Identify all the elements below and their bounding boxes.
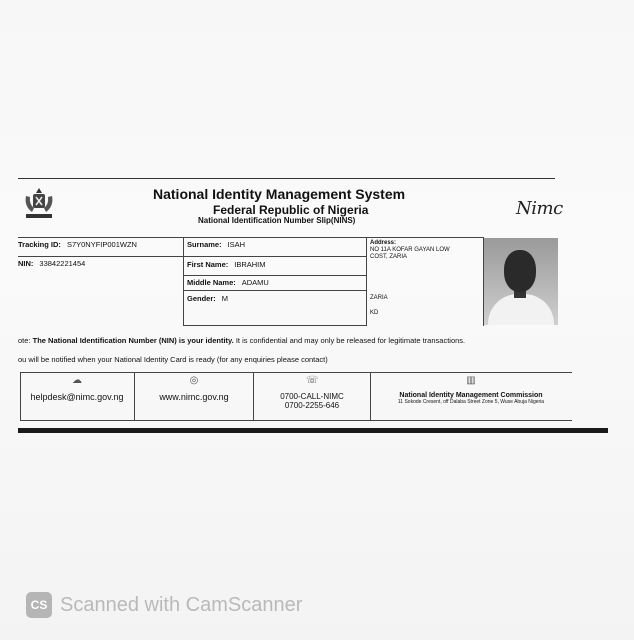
gender-value: M (221, 294, 229, 303)
address-state: KD (370, 310, 379, 316)
surname-row (187, 240, 245, 249)
details-grid (18, 237, 560, 327)
tracking-id-label: Tracking ID: (18, 240, 61, 249)
bottom-divider (18, 428, 608, 433)
globe-icon: ◎ (189, 375, 199, 386)
tracking-id-value: S7Y0NYFIP001WZN (66, 240, 137, 249)
commission-name: National Identity Management Commission (399, 392, 543, 399)
phone-number-1: 0700-CALL-NIMC (280, 392, 344, 401)
middle-name-value: ADAMU (241, 278, 269, 287)
nin-value: 33842221454 (39, 259, 86, 268)
helpdesk-email[interactable]: helpdesk@nimc.gov.ng (30, 392, 124, 402)
website-link[interactable]: www.nimc.gov.ng (159, 392, 229, 402)
gender-row (187, 294, 228, 303)
nin-label: NIN: (18, 259, 34, 268)
notice-line1 (18, 336, 465, 345)
first-name-value: IBRAHIM (234, 260, 266, 269)
building-icon: ▥ (466, 375, 476, 386)
country-title: Federal Republic of Nigeria (213, 203, 369, 217)
nimc-logo: Nimc (516, 198, 563, 219)
contact-footer (20, 372, 572, 424)
camscanner-logo: CS (26, 592, 52, 618)
middle-name-label: Middle Name: (187, 278, 236, 287)
address-line2: COST, ZARIA (370, 254, 408, 260)
camscanner-text: Scanned with CamScanner (60, 593, 303, 616)
surname-label: Surname: (187, 240, 222, 249)
first-name-label: First Name: (187, 260, 229, 269)
notice-rest: It is confidential and may only be released for legitimate transactions. (235, 336, 466, 345)
middle-name-row (187, 278, 269, 287)
phone-cell (254, 372, 370, 420)
first-name-row (187, 260, 266, 269)
email-cell (20, 372, 134, 420)
tracking-id-row (18, 240, 137, 249)
address-line1: NO 11A KOFAR GAYAN LOW (370, 247, 450, 253)
phone-number-2: 0700-2255-646 (284, 401, 340, 410)
nin-row (18, 259, 85, 268)
system-title: National Identity Management System (153, 186, 406, 202)
phone-icon: ☏ (306, 375, 319, 386)
top-divider (18, 178, 555, 179)
passport-photo (484, 238, 558, 325)
notice-bold: The National Identification Number (NIN) is your identity. (32, 336, 234, 345)
gender-label: Gender: (187, 294, 216, 303)
notice-line2: ou will be notified when your National Identity Card is ready (for any enquiries please contact) (18, 355, 328, 364)
cloud-icon: ☁ (72, 375, 82, 386)
slip-title: National Identification Number Slip(NINS) (198, 216, 356, 225)
commission-address: 11 Sokode Cresent, off Dalaba Street Zone 5, Wuse Abuja Nigeria (397, 399, 545, 405)
coat-of-arms-icon (22, 186, 56, 222)
surname-value: ISAH (227, 240, 246, 249)
nin-slip (18, 178, 570, 428)
address-city: ZARIA (370, 295, 388, 301)
commission-cell (371, 372, 571, 420)
notice-prefix: ote: (18, 336, 31, 345)
website-cell (135, 372, 253, 420)
address-label: Address: (370, 240, 397, 246)
camscanner-watermark (26, 592, 302, 618)
address-block (370, 240, 450, 261)
